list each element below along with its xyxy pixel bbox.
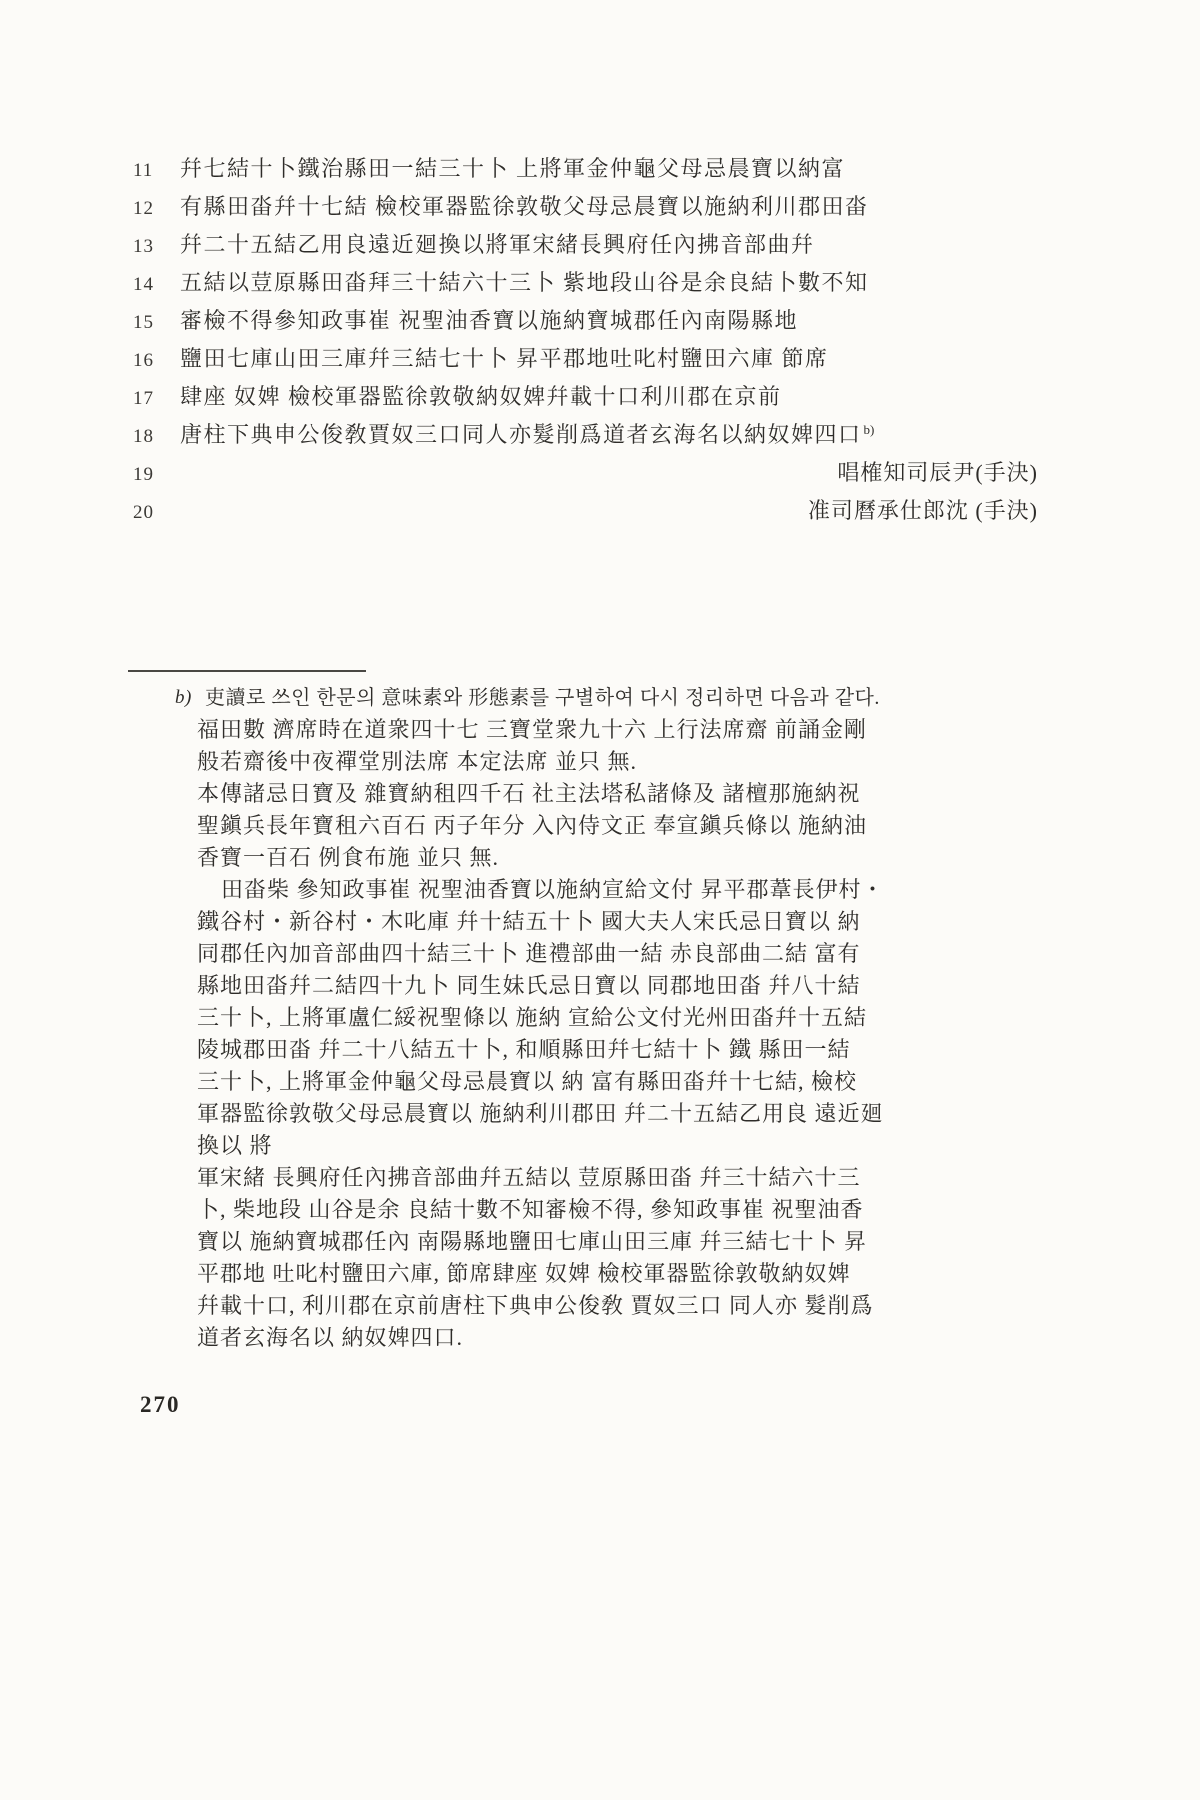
line-number: 16 (133, 350, 154, 371)
text-line (133, 152, 1038, 190)
line-text: 鹽田七庫山田三庫幷三結七十卜 昇平郡地吐叱村鹽田六庫 節席 (180, 346, 829, 371)
footnote-intro-text: 吏讀로 쓰인 한문의 意味素와 形態素를 구별하여 다시 정리하면 다음과 같다. (205, 687, 880, 709)
line-text: 審檢不得參知政事崔 祝聖油香寶以施納寶城郡任內南陽縣地 (180, 308, 799, 333)
footnote-line: 同郡任內加音部曲四十結三十卜 進禮部曲一結 赤良部曲二結 富有 (197, 941, 861, 966)
page-number: 270 (140, 1392, 181, 1417)
footnote-separator-rule (128, 670, 366, 672)
footnote-block (175, 682, 1041, 1354)
line-number: 18 (133, 426, 154, 447)
footnote-line: 三十卜, 上將軍金仲龜父母忌晨寶以 納 富有縣田畓幷十七結, 檢校 (197, 1069, 858, 1094)
text-line (133, 190, 1038, 228)
footnote-intro-line (175, 682, 1041, 714)
line-text-main: 唐柱下典申公俊敎賈奴三口同人亦髮削爲道者玄海名以納奴婢四口 (180, 422, 862, 447)
footnote-line: 幷載十口, 利川郡在京前唐柱下典申公俊敎 賈奴三口 同人亦 髮削爲 (197, 1293, 874, 1318)
footnote-body (197, 714, 1041, 1354)
line-number: 13 (133, 236, 154, 257)
line-text (180, 418, 1038, 449)
line-text: 准司曆承仕郎沈 (手決) (807, 498, 1038, 523)
footnote-line: 聖鎭兵長年寶租六百石 丙子年分 入內侍文正 奉宣鎭兵條以 施納油 (197, 813, 868, 838)
line-text: 肆座 奴婢 檢校軍器監徐敦敬納奴婢幷載十口利川郡在京前 (180, 384, 782, 409)
text-line (133, 418, 1038, 456)
line-number: 11 (133, 160, 154, 181)
footnote-line: 換以 將 (197, 1133, 273, 1158)
footnote-line: 軍宋緒 長興府任內拂音部曲幷五結以 荳原縣田畓 幷三十結六十三 (197, 1165, 861, 1190)
footnote-line: 寶以 施納寶城郡任內 南陽縣地鹽田七庫山田三庫 幷三結七十卜 昇 (197, 1229, 868, 1254)
line-text: 有縣田畓幷十七結 檢校軍器監徐敦敬父母忌晨寶以施納利川郡田畓 (180, 194, 869, 219)
footnote-line: 卜, 柴地段 山谷是余 良結十數不知審檢不得, 參知政事崔 祝聖油香 (197, 1197, 864, 1222)
line-text: 幷七結十卜鐵治縣田一結三十卜 上將軍金仲龜父母忌晨寶以納富 (180, 156, 846, 181)
footnote-line: 道者玄海名以 納奴婢四口. (197, 1325, 464, 1350)
line-text: 唱榷知司辰尹(手決) (837, 460, 1038, 485)
text-line (133, 266, 1038, 304)
line-number: 19 (133, 464, 154, 485)
footnote-ref: b) (863, 421, 875, 437)
line-number: 15 (133, 312, 154, 333)
footnote-line: 三十卜, 上將軍盧仁綏祝聖條以 施納 宣給公文付光州田畓幷十五結 (197, 1005, 868, 1030)
footnote-marker: b) (175, 687, 192, 708)
line-text: 五結以荳原縣田畓拜三十結六十三卜 紫地段山谷是余良結卜數不知 (180, 270, 869, 295)
line-number: 20 (133, 502, 154, 523)
footnote-line: 陵城郡田畓 幷二十八結五十卜, 和順縣田幷七結十卜 鐵 縣田一結 (197, 1037, 851, 1062)
footnote-line: 般若齋後中夜禪堂別法席 本定法席 並只 無. (197, 749, 638, 774)
line-number: 12 (133, 198, 154, 219)
footnote-line: 本傳諸忌日寶及 雜寶納租四千石 社主法塔私諸條及 諸檀那施納祝 (197, 781, 861, 806)
text-line (133, 228, 1038, 266)
footnote-line: 福田數 濟席時在道衆四十七 三寶堂衆九十六 上行法席齋 前誦金剛 (197, 717, 868, 742)
footnote-line: 田畓柴 參知政事崔 祝聖油香寶以施納宣給文付 昇平郡葦長伊村・ (221, 877, 885, 902)
line-text: 幷二十五結乙用良遠近廻換以將軍宋緒長興府任內拂音部曲幷 (180, 232, 815, 257)
text-line (133, 342, 1038, 380)
text-line (133, 456, 1038, 494)
footnote-line: 平郡地 吐叱村鹽田六庫, 節席肆座 奴婢 檢校軍器監徐敦敬納奴婢 (197, 1261, 851, 1286)
line-number: 17 (133, 388, 154, 409)
text-line (133, 494, 1038, 532)
footnote-line: 軍器監徐敦敬父母忌晨寶以 施納利川郡田 幷二十五結乙用良 遠近廻 (197, 1101, 884, 1126)
text-line (133, 304, 1038, 342)
text-line (133, 380, 1038, 418)
footnote-line: 鐵谷村・新谷村・木叱庫 幷十結五十卜 國大夫人宋氏忌日寶以 納 (197, 909, 861, 934)
footnote-line: 香寶一百石 例食布施 並只 無. (197, 845, 500, 870)
line-number: 14 (133, 274, 154, 295)
footnote-line: 縣地田畓幷二結四十九卜 同生妹氏忌日寶以 同郡地田畓 幷八十結 (197, 973, 861, 998)
numbered-text-block (133, 152, 1038, 532)
